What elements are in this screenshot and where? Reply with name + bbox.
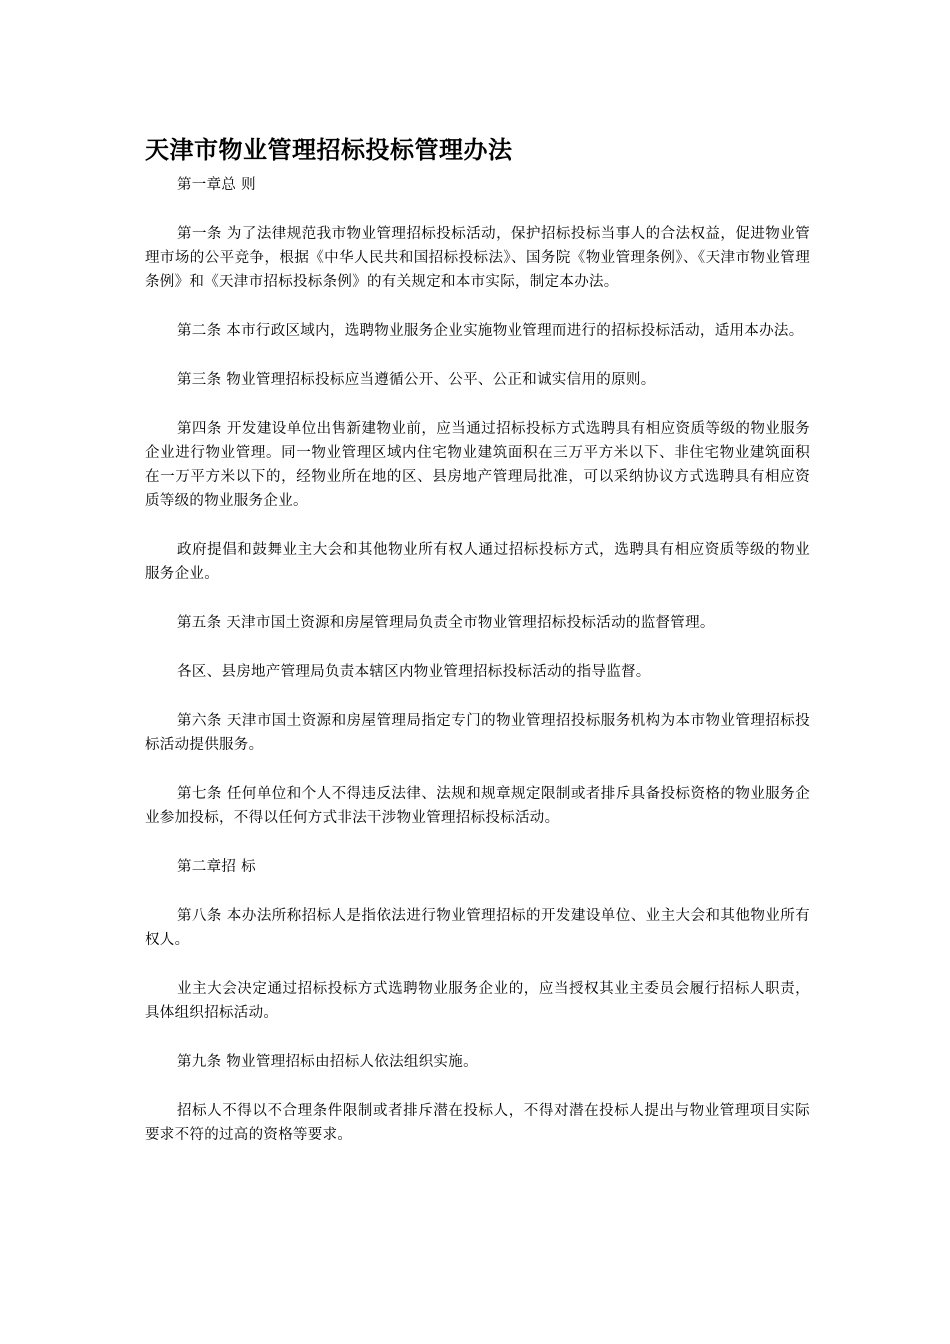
article-paragraph: 政府提倡和鼓舞业主大会和其他物业所有权人通过招标投标方式，选聘具有相应资质等级的物业服务企业。 — [145, 542, 810, 582]
article-paragraph: 第三条 物业管理招标投标应当遵循公开、公平、公正和诚实信用的原则。 — [177, 372, 656, 388]
article-paragraph: 第八条 本办法所称招标人是指依法进行物业管理招标的开发建设单位、业主大会和其他物业所有权人。 — [145, 908, 810, 948]
article-paragraph: 第二条 本市行政区域内，选聘物业服务企业实施物业管理而进行的招标投标活动，适用本办法。 — [177, 323, 804, 339]
article-paragraph: 业主大会决定通过招标投标方式选聘物业服务企业的，应当授权其业主委员会履行招标人职责，具体组织招标活动。 — [145, 981, 810, 1021]
article-paragraph: 招标人不得以不合理条件限制或者排斥潜在投标人，不得对潜在投标人提出与物业管理项目实际要求不符的过高的资格等要求。 — [145, 1103, 810, 1143]
chapter-heading: 第一章总 则 — [177, 177, 256, 193]
article-paragraph: 第五条 天津市国土资源和房屋管理局负责全市物业管理招标投标活动的监督管理。 — [177, 615, 715, 631]
document-title: 天津市物业管理招标投标管理办法 — [145, 136, 513, 164]
article-paragraph: 各区、县房地产管理局负责本辖区内物业管理招标投标活动的指导监督。 — [177, 664, 651, 680]
article-paragraph: 第四条 开发建设单位出售新建物业前，应当通过招标投标方式选聘具有相应资质等级的物业服务企业进行物业管理。同一物业管理区域内住宅物业建筑面积在三万平方米以下、非住宅物业建筑面积在一万平方米以下的，经物业所在地的区、县房地产管理局批准，可以采纳协议方式选聘具有相应资质等级的物业服务企业。 — [145, 421, 810, 509]
article-paragraph: 第一条 为了法律规范我市物业管理招标投标活动，保护招标投标当事人的合法权益，促进物业管理市场的公平竞争，根据《中华人民共和国招标投标法》、国务院《物业管理条例》、《天津市物业管理条例》和《天津市招标投标条例》的有关规定和本市实际，制定本办法。 — [145, 226, 810, 290]
article-paragraph: 第九条 物业管理招标由招标人依法组织实施。 — [177, 1054, 478, 1070]
document-page — [145, 133, 810, 1172]
chapter-heading: 第二章招 标 — [177, 859, 256, 875]
article-paragraph: 第七条 任何单位和个人不得违反法律、法规和规章规定限制或者排斥具备投标资格的物业服务企业参加投标，不得以任何方式非法干涉物业管理招标投标活动。 — [145, 786, 810, 826]
article-paragraph: 第六条 天津市国土资源和房屋管理局指定专门的物业管理招投标服务机构为本市物业管理招标投标活动提供服务。 — [145, 713, 810, 753]
